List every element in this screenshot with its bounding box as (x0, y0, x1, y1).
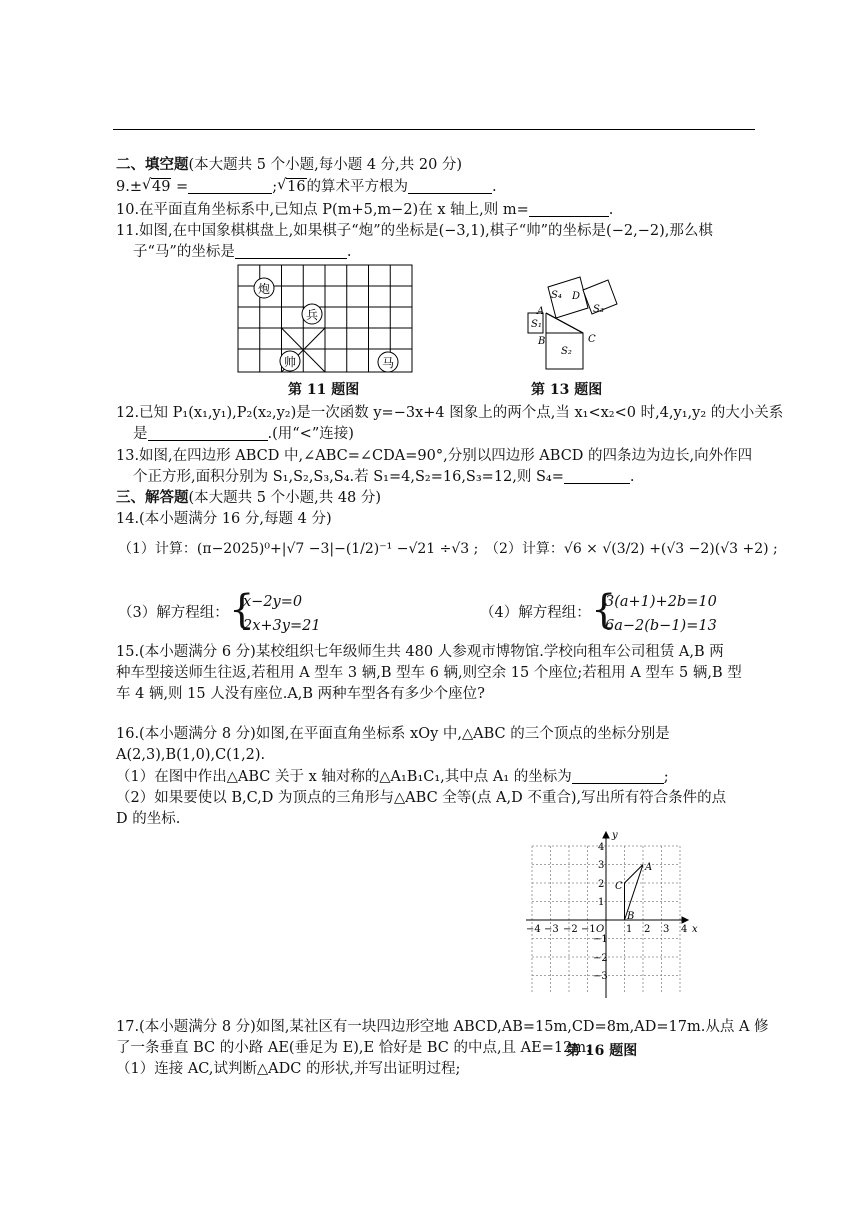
q9-text: 的算术平方根为 (306, 179, 409, 195)
q12-shi: 是 (133, 426, 148, 442)
s1-label: S₁ (531, 319, 542, 330)
q16-part1: （1）在图中作出△ABC 关于 x 轴对称的△A₁B₁C₁,其中点 A₁ 的坐标为 (116, 769, 572, 785)
x-tick: 2 (644, 924, 651, 935)
question-9 (116, 178, 497, 196)
figure-16-caption: 第 16 题图 (566, 1043, 638, 1059)
question-15-line3: 车 4 辆,则 15 人没有座位.A,B 两种车型各有多少个座位? (116, 686, 485, 702)
q11-text: 子“马”的坐标是 (133, 244, 235, 260)
point-b-label: B (538, 336, 546, 347)
question-14-4-label: （4）解方程组： (480, 605, 591, 621)
brace-14-4: { (591, 587, 617, 633)
y-tick: 1 (598, 897, 605, 908)
question-12-line2 (133, 425, 354, 443)
question-13-line1: 13.如图,在四边形 ABCD 中,∠ABC=∠CDA=90°,分别以四边形 ABCD 的四条边为边长,向外作四 (116, 448, 753, 464)
figure-11-caption: 第 11 题图 (288, 382, 360, 398)
piece-bing (302, 304, 322, 324)
x-tick: −3 (544, 924, 559, 935)
question-14-2: （2）计算：√6 × √(3/2) +(√3 −2)(√3 +2) ; (485, 541, 778, 557)
question-16-line5: D 的坐标. (116, 811, 181, 827)
q12-hint: .(用“<”连接) (267, 426, 354, 442)
s3-label: S₃ (593, 304, 604, 315)
ma-label: 马 (381, 356, 395, 370)
question-15-line2: 种车型接送师生往返,若租用 A 型车 3 辆,B 型车 6 辆,则空余 15 个座位;若租用 A 型车 5 辆,B 型 (116, 665, 742, 681)
y-tick: −1 (593, 934, 608, 945)
y-tick: 3 (598, 860, 605, 871)
point-a-label: A (645, 862, 653, 873)
piece-pao (254, 278, 274, 298)
question-16-line4: （2）如果要使以 B,C,D 为顶点的三角形与△ABC 全等(点 A,D 不重合),写出所有符合条件的点 (116, 790, 727, 806)
chess-board-figure (234, 263, 418, 375)
q12-blank[interactable] (148, 426, 268, 441)
section-2-title: 二、填空题 (116, 156, 189, 173)
question-16-line2: A(2,3),B(1,0),C(1,2). (116, 747, 266, 763)
eq-14-4a: 3(a+1)+2b=10 (605, 594, 717, 610)
section-2-heading (116, 156, 462, 174)
q9-eq: = (171, 179, 189, 195)
question-12-line1: 12.已知 P₁(x₁,y₁),P₂(x₂,y₂)是一次函数 y=−3x+4 图象上的两个点,当 x₁<x₂<0 时,4,y₁,y₂ 的大小关系 (116, 405, 784, 421)
q9-blank-2[interactable] (408, 179, 492, 194)
x-tick: −1 (581, 924, 596, 935)
question-13-line2: 个正方形,面积分别为 S₁,S₂,S₃,S₄.若 S₁=4,S₂=16,S₃=12,则 S₄= . (133, 469, 635, 485)
section-3-note: (本大题共 5 个小题,共 48 分) (188, 490, 382, 506)
bing-label: 兵 (305, 308, 319, 322)
y-tick: −3 (593, 971, 608, 982)
question-11-line2: 子“马”的坐标是 . (133, 244, 352, 260)
coordinate-plane-figure (520, 826, 704, 998)
question-14-1: （1）计算：(π−2025)⁰+|√7 −3|−(1/2)⁻¹ −√21 ÷√3 ; (118, 541, 479, 557)
question-16-line3: （1）在图中作出△ABC 关于 x 轴对称的△A₁B₁C₁,其中点 A₁ 的坐标为 ; (116, 769, 669, 785)
eq-14-4b: 6a−2(b−1)=13 (605, 618, 717, 634)
piece-shuai (280, 351, 300, 371)
q10-text: 10.在平面直角坐标系中,已知点 P(m+5,m−2)在 x 轴上,则 m= (116, 202, 529, 218)
q11-blank[interactable] (235, 244, 347, 259)
section-3-heading (116, 489, 381, 507)
x-tick: −2 (563, 924, 578, 935)
eq-14-3a: x−2y=0 (243, 594, 303, 610)
x-tick: 1 (626, 924, 633, 935)
point-c-label: C (588, 334, 596, 345)
sqrt-49-value: 49 (151, 179, 171, 195)
origin-label: O (596, 924, 605, 935)
pao-label: 炮 (257, 282, 271, 296)
question-10: 10.在平面直角坐标系中,已知点 P(m+5,m−2)在 x 轴上,则 m= . (116, 202, 614, 218)
question-17-line3: （1）连接 AC,试判断△ADC 的形状,并写出证明过程; (116, 1061, 461, 1077)
x-tick: 3 (663, 924, 670, 935)
piece-ma (378, 352, 398, 372)
question-17-line2: 了一条垂直 BC 的小路 AE(垂足为 E),E 恰好是 BC 的中点,且 AE=12m. (116, 1040, 591, 1056)
question-17-line1: 17.(本小题满分 8 分)如图,某社区有一块四边形空地 ABCD,AB=15m,CD=8m,AD=17m.从点 A 修 (116, 1019, 769, 1035)
top-rule (113, 129, 755, 130)
point-d-label: D (572, 291, 581, 302)
figure-13-caption: 第 13 题图 (531, 382, 603, 398)
y-tick: 2 (598, 879, 605, 890)
section-3-title: 三、解答题 (116, 489, 189, 506)
point-b-label: B (627, 911, 635, 922)
s4-label: S₄ (551, 290, 562, 301)
squares-figure (522, 274, 622, 374)
point-a-label: A (537, 306, 545, 317)
question-16-line1: 16.(本小题满分 8 分)如图,在平面直角坐标系 xOy 中,△ABC 的三个顶点的坐标分别是 (116, 726, 670, 742)
y-tick: 4 (598, 842, 605, 853)
x-tick: 4 (681, 924, 688, 935)
q13-blank[interactable] (564, 469, 630, 484)
question-14-3-label: （3）解方程组： (118, 605, 229, 621)
q13-text: 个正方形,面积分别为 S₁,S₂,S₃,S₄.若 S₁=4,S₂=16,S₃=12,则 S₄= (133, 469, 564, 485)
q9-sep: ; (272, 179, 278, 195)
q9-end: . (492, 179, 497, 195)
question-11-line1: 11.如图,在中国象棋棋盘上,如果棋子“炮”的坐标是(−3,1),棋子“帅”的坐标是(−2,−2),那么棋 (116, 223, 713, 239)
sqrt-49 (142, 178, 171, 196)
eq-14-3b: 2x+3y=21 (243, 618, 321, 634)
y-axis-label: y (612, 830, 618, 841)
x-axis-label: x (692, 924, 698, 935)
q9-blank-1[interactable] (188, 179, 272, 194)
s2-label: S₂ (561, 346, 572, 357)
sqrt-16 (277, 178, 306, 196)
point-c-label: C (615, 881, 623, 892)
y-tick: −2 (593, 953, 608, 964)
question-15-line1: 15.(本小题满分 6 分)某校组织七年级师生共 480 人参观市博物馆.学校向租车公司租赁 A,B 两 (116, 644, 724, 660)
question-14-head: 14.(本小题满分 16 分,每题 4 分) (116, 511, 332, 527)
section-2-note: (本大题共 5 个小题,每小题 4 分,共 20 分) (188, 157, 463, 173)
q10-blank[interactable] (529, 202, 609, 217)
sqrt-16-value: 16 (287, 179, 306, 195)
q9-prefix: 9.± (116, 179, 142, 195)
q16-blank[interactable] (572, 769, 664, 784)
x-tick: −4 (526, 924, 541, 935)
brace-14-3: { (229, 587, 255, 633)
shuai-label: 帅 (283, 355, 297, 369)
